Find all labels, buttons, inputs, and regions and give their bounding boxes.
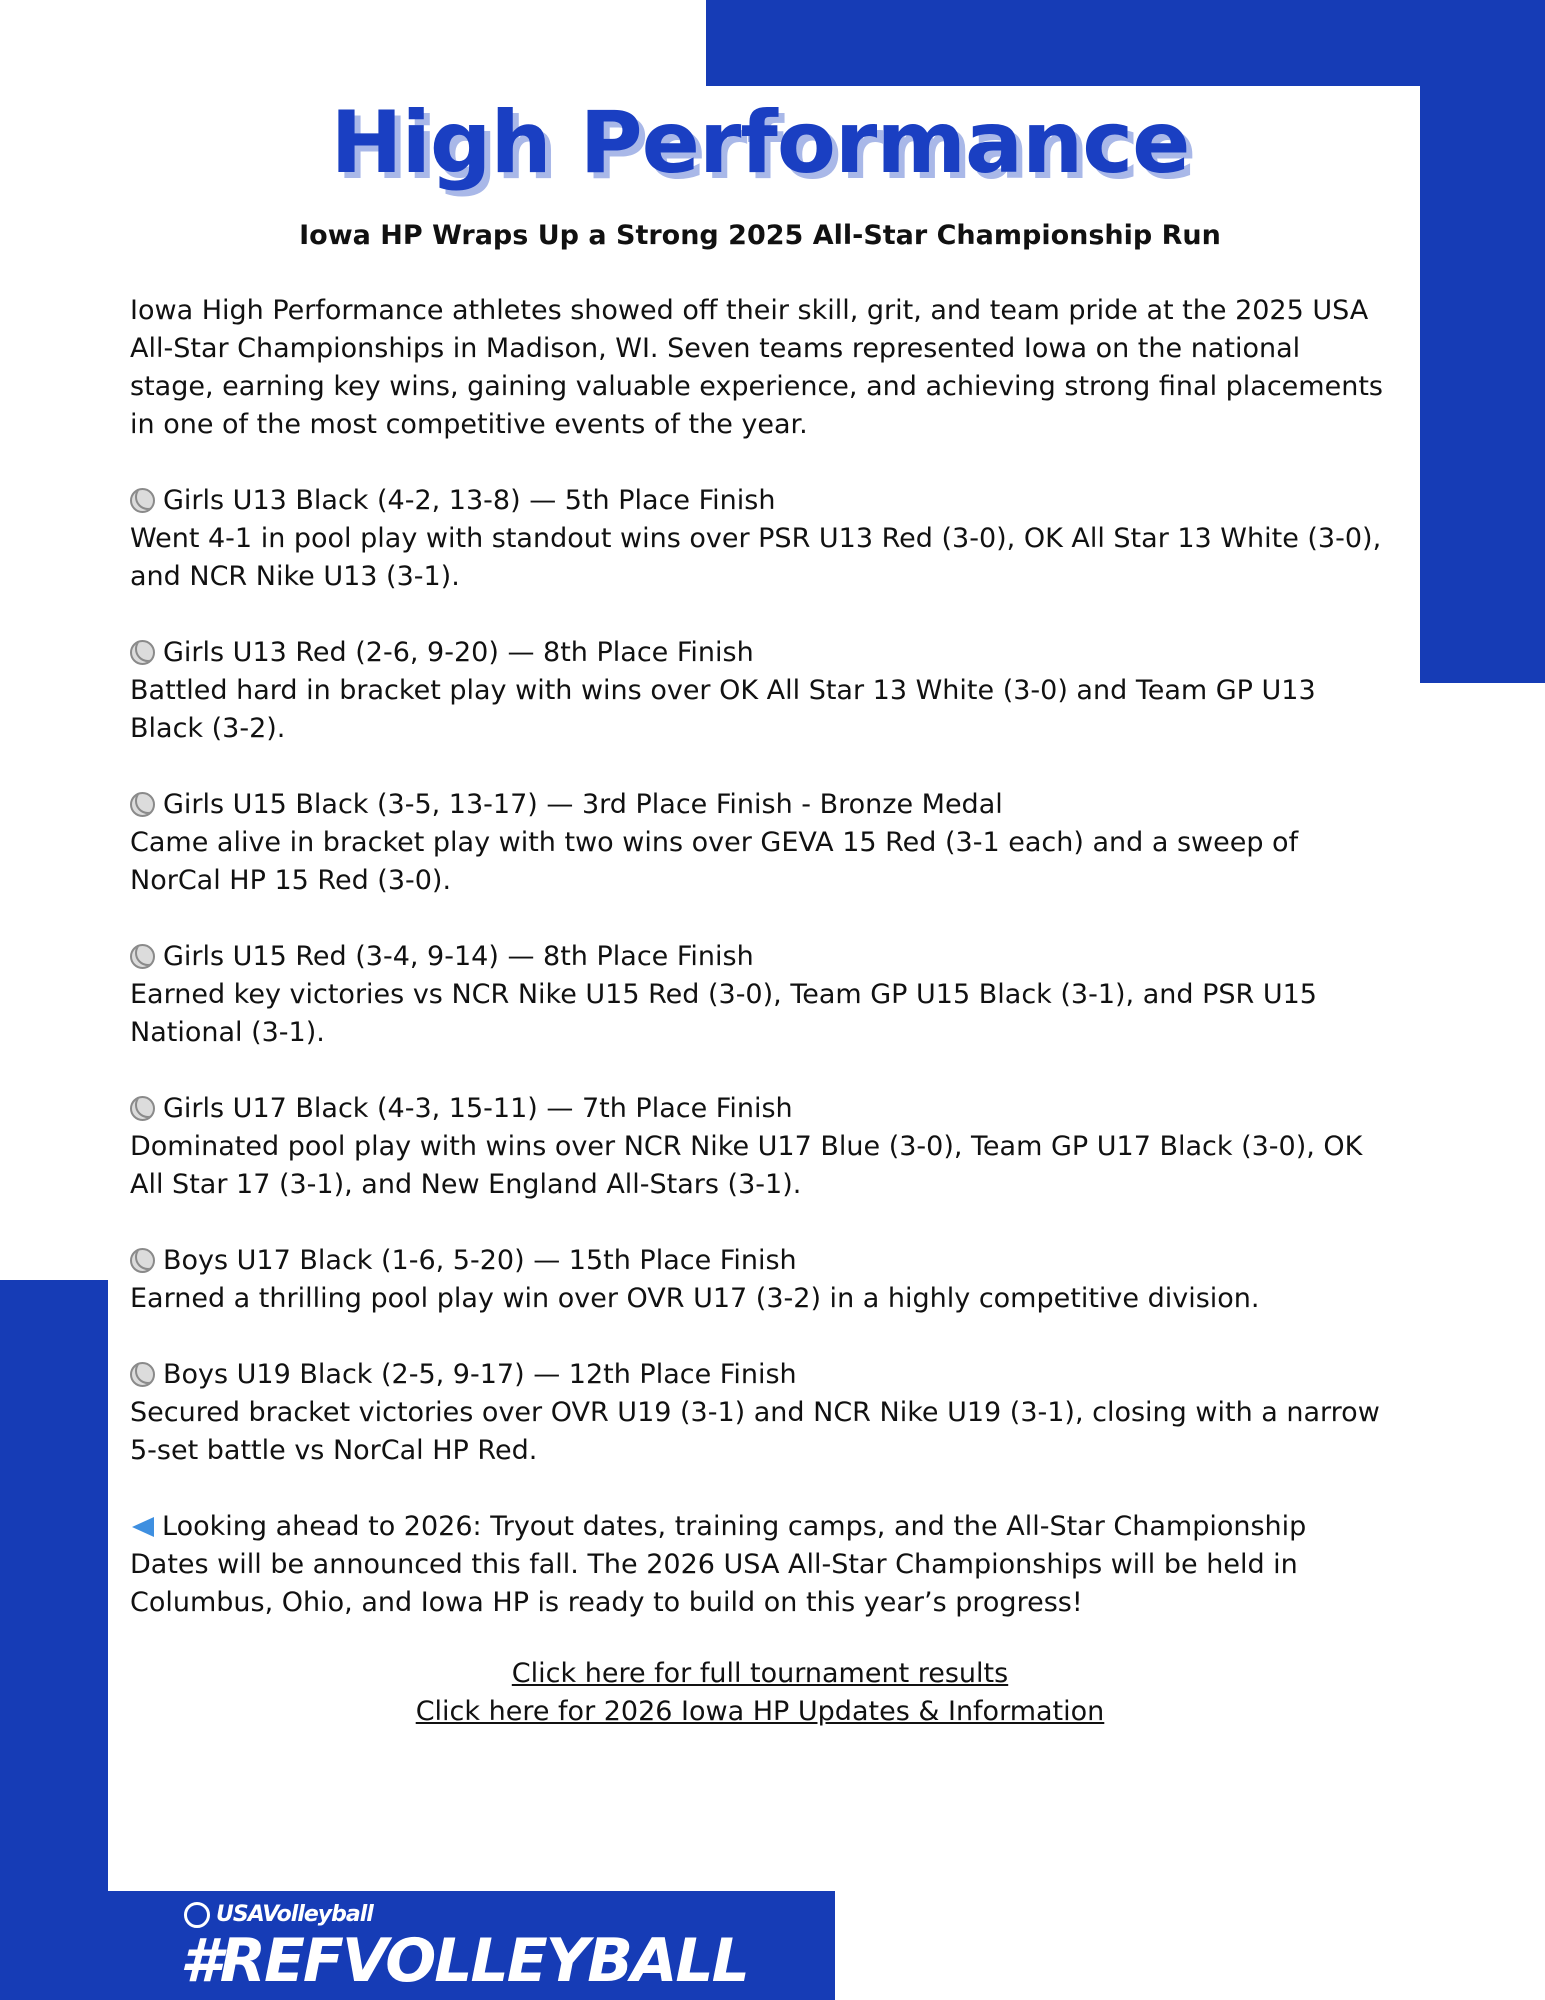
page-title: High Performance <box>330 93 1190 193</box>
team-summary: Battled hard in bracket play with wins over OK All Star 13 White (3-0) and Team GP U13 Black (3-2). <box>130 675 1316 744</box>
team-heading-text: Boys U17 Black (1-6, 5-20) — 15th Place Finish <box>163 1245 797 1276</box>
team-heading-text: Girls U17 Black (4-3, 15-11) — 7th Place Finish <box>163 1093 793 1124</box>
team-summary: Came alive in bracket play with two wins over GEVA 15 Red (3-1 each) and a sweep of NorCal HP 15 Red (3-0). <box>130 827 1299 896</box>
team-entry <box>130 482 1392 596</box>
team-heading-text: Girls U15 Black (3-5, 13-17) — 3rd Place Finish - Bronze Medal <box>163 789 1003 820</box>
hp-updates-link[interactable]: Click here for 2026 Iowa HP Updates & Information <box>415 1696 1105 1727</box>
team-entry <box>130 786 1392 900</box>
team-heading-text: Girls U13 Red (2-6, 9-20) — 8th Place Finish <box>163 637 754 668</box>
volleyball-icon <box>130 1248 155 1273</box>
team-entry <box>130 1242 1392 1318</box>
volleyball-icon <box>130 792 155 817</box>
usa-volleyball-wordmark: USAVolleyball <box>216 1902 373 1927</box>
team-entry <box>130 1356 1392 1470</box>
refvolleyball-hashtag: #REFVOLLEYBALL <box>180 1926 748 1996</box>
team-heading <box>130 482 1392 520</box>
volleyball-icon <box>130 944 155 969</box>
volleyball-icon <box>130 640 155 665</box>
links-section <box>0 1655 1520 1731</box>
team-summary: Earned a thrilling pool play win over OVR U17 (3-2) in a highly competitive division. <box>130 1283 1260 1314</box>
team-entry <box>130 634 1392 748</box>
team-summary: Went 4-1 in pool play with standout wins over PSR U13 Red (3-0), OK All Star 13 White (3-0), and NCR Nike U13 (3-1). <box>130 523 1382 592</box>
team-heading <box>130 1090 1392 1128</box>
team-entry <box>130 938 1392 1052</box>
team-heading <box>130 1356 1392 1394</box>
team-heading <box>130 1242 1392 1280</box>
article-subtitle: Iowa HP Wraps Up a Strong 2025 All-Star Championship Run <box>299 220 1221 251</box>
volleyball-icon <box>130 1096 155 1121</box>
team-summary: Earned key victories vs NCR Nike U15 Red (3-0), Team GP U15 Black (3-1), and PSR U15 National (3-1). <box>130 979 1317 1048</box>
team-heading-text: Boys U19 Black (2-5, 9-17) — 12th Place Finish <box>163 1359 797 1390</box>
team-heading <box>130 786 1392 824</box>
intro-paragraph: Iowa High Performance athletes showed off their skill, grit, and team pride at the 2025 USA All-Star Championships in Madison, WI. Seven teams represented Iowa on the national stage, earning key wins, gaining valuable experience, and achieving strong final placements in one of the most competitive events of the year. <box>130 295 1383 440</box>
megaphone-icon <box>132 1517 154 1537</box>
outlook-paragraph <box>130 1508 1392 1622</box>
team-heading-text: Girls U15 Red (3-4, 9-14) — 8th Place Finish <box>163 941 754 972</box>
team-heading <box>130 938 1392 976</box>
team-heading <box>130 634 1392 672</box>
team-entry <box>130 1090 1392 1204</box>
team-summary: Dominated pool play with wins over NCR Nike U17 Blue (3-0), Team GP U17 Black (3-0), OK All Star 17 (3-1), and New England All-Stars (3-1). <box>130 1131 1363 1200</box>
team-heading-text: Girls U13 Black (4-2, 13-8) — 5th Place Finish <box>163 485 776 516</box>
team-summary: Secured bracket victories over OVR U19 (3-1) and NCR Nike U19 (3-1), closing with a narrow 5-set battle vs NorCal HP Red. <box>130 1397 1380 1466</box>
tournament-results-link[interactable]: Click here for full tournament results <box>511 1658 1009 1689</box>
outlook-text: Looking ahead to 2026: Tryout dates, training camps, and the All-Star Championship Dates will be announced this fall. The 2026 USA All-Star Championships will be held in Columbus, Ohio, and Iowa HP is ready to build on this year’s progress! <box>130 1511 1307 1618</box>
volleyball-icon <box>130 488 155 513</box>
footer-logo <box>180 1898 748 1998</box>
article-body <box>130 292 1392 1660</box>
usa-volleyball-logo-icon <box>184 1902 210 1928</box>
volleyball-icon <box>130 1362 155 1387</box>
